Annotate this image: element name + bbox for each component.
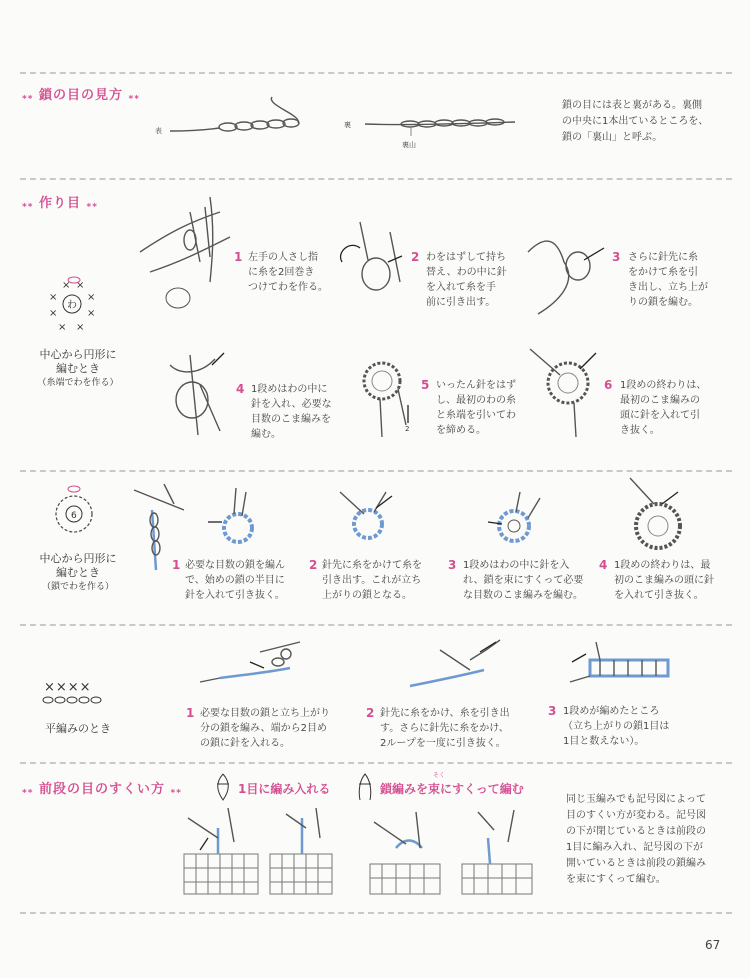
step-a6-number: 6 xyxy=(604,378,613,392)
label-front: 表 xyxy=(155,127,162,135)
left-label-flat: 平編みのとき xyxy=(45,722,111,735)
step-c3-text: 1段めが編めたところ （立ち上がりの鎖1目は 1目と数えない）。 xyxy=(563,706,670,747)
step-a4-number: 4 xyxy=(236,382,245,396)
step-c1-text: 必要な目数の鎖と立ち上がり 分の鎖を編み、端から2目め の鎖に針を入れる。 xyxy=(200,708,330,749)
divider-4 xyxy=(20,762,732,764)
step-a4-text: 1段めはわの中に 針を入れ、必要な 目数のこま編みを 編む。 xyxy=(251,384,332,440)
svg-text:×: × xyxy=(62,280,71,291)
svg-text:×: × xyxy=(87,308,96,319)
step-a1-number: 1 xyxy=(234,250,243,264)
svg-text:×: × xyxy=(87,292,96,303)
stitch-bundle-illustration-1 xyxy=(366,808,446,898)
chain-ring-illustration-b2 xyxy=(330,482,410,552)
loop-hook-illustration-a2 xyxy=(340,222,410,302)
step-a6-text: 1段めの終わりは、 最初のこま編みの 頭に針を入れて引 き抜く。 xyxy=(620,380,707,436)
step-b3-text: 1段めはわの中に針を入 れ、鎖を束にすくって必要 な目数のこま編みを編む。 xyxy=(463,560,584,601)
step-a2-text: わをはずして持ち 替え、わの中に針 を入れて糸を手 前に引き出す。 xyxy=(426,252,507,308)
open-stitch-symbol-icon xyxy=(356,772,374,802)
label-back: 裏 xyxy=(344,121,351,129)
chain-ring-illustration-b4 xyxy=(620,474,700,564)
stitch-one-illustration-1 xyxy=(178,808,263,898)
chain-front-illustration xyxy=(170,95,320,145)
step-a3-text: さらに針先に糸 をかけて糸を引 き出し、立ち上が りの鎖を編む。 xyxy=(628,252,708,308)
symbol-flat-row: ×××× xyxy=(44,680,92,695)
divider-1 xyxy=(20,178,732,180)
svg-text:×: × xyxy=(58,322,67,333)
page-number: 67 xyxy=(705,938,721,952)
chain-view-note: 鎖の目には表と裏がある。裏側 の中央に1本出ているところを、 鎖の「裏山」と呼ぶ。 xyxy=(562,100,709,143)
svg-text:2: 2 xyxy=(405,425,410,433)
pick-up-note: 同じ玉編みでも記号図によって 目のすくい方が変わる。記号図 の下が閉じているときは前段の 1目に編み入れ、記号図の下が 開いているときは前段の鎖編み を束にすくって編む。 xyxy=(566,794,706,885)
step-c2-number: 2 xyxy=(366,706,375,720)
step-a5-text: いったん針をはず し、最初のわの糸 と糸端を引いてわ を締める。 xyxy=(436,380,516,436)
ring-tighten-illustration-a5 xyxy=(350,345,420,435)
step-c2-text: 針先に糸をかけ、糸を引き出 す。さらに針先に糸をかけ、 2ループを一度に引き抜く。 xyxy=(380,708,510,749)
svg-text:×: × xyxy=(76,280,85,291)
step-b2-text: 針先に糸をかけて糸を 引き出す。これが立ち 上がりの鎖となる。 xyxy=(322,560,422,601)
left-sub-chain-ring: （鎖でわを作る） xyxy=(41,582,114,592)
step-b4-number: 4 xyxy=(599,558,608,572)
section-title-pick-up: ⁎⁎ 前段の目のすくい方 ⁎⁎ xyxy=(22,782,182,797)
step-a2-number: 2 xyxy=(411,250,420,264)
symbol-ring-magic-loop xyxy=(46,278,106,338)
chain-back-illustration xyxy=(365,108,515,148)
furigana-soku: そく xyxy=(433,772,446,779)
step-b4-text: 1段めの終わりは、最 初のこま編みの頭に針 を入れて引き抜く。 xyxy=(614,560,714,601)
svg-text:×: × xyxy=(49,308,58,319)
label-ura-yama: 裏山 xyxy=(402,141,416,149)
divider-2 xyxy=(20,470,732,472)
stitch-one-illustration-2 xyxy=(266,808,336,898)
label-one-stitch: 1目に編み入れる xyxy=(238,782,331,796)
svg-text:×: × xyxy=(76,322,85,333)
section-title-foundation: ⁎⁎ 作り目 ⁎⁎ xyxy=(22,196,98,211)
step-a3-number: 3 xyxy=(612,250,621,264)
divider-bottom xyxy=(20,912,732,914)
symbol-flat-chain xyxy=(42,696,107,706)
step-b2-number: 2 xyxy=(309,558,318,572)
symbol-ring-chain xyxy=(46,484,106,544)
hand-wrap-illustration xyxy=(130,192,243,322)
label-bundle: 鎖編みを束にすくって編む xyxy=(380,782,524,796)
left-label-chain-ring: 中心から円形に 編むとき xyxy=(39,552,117,579)
step-b1-number: 1 xyxy=(172,558,181,572)
step-a1-text: 左手の人さし指 に糸を2回巻き つけてわを作る。 xyxy=(248,252,328,293)
ring-close-illustration-a6 xyxy=(530,345,605,435)
chain-ring-illustration-b1b xyxy=(198,488,288,558)
step-c3-number: 3 xyxy=(548,704,557,718)
loop-stitch-illustration-a4 xyxy=(160,345,230,435)
left-label-magic-loop: 中心から円形に 編むとき xyxy=(39,348,117,375)
chain-ring-illustration-b3 xyxy=(480,488,560,558)
flat-chain-illustration-c1 xyxy=(200,632,310,692)
section-title-chain-view: ⁎⁎ 鎖の目の見方 ⁎⁎ xyxy=(22,88,140,103)
svg-text:わ: わ xyxy=(67,300,77,311)
step-b3-number: 3 xyxy=(448,558,457,572)
divider-3 xyxy=(20,624,732,626)
svg-text:×: × xyxy=(49,292,58,303)
hand-hook-illustration-a3 xyxy=(518,222,608,322)
step-a5-number: 5 xyxy=(421,378,430,392)
svg-text:6: 6 xyxy=(71,511,77,521)
stitch-bundle-illustration-2 xyxy=(458,808,538,898)
left-sub-magic-loop: （糸端でわを作る） xyxy=(37,378,119,388)
divider-top xyxy=(20,72,732,74)
closed-stitch-symbol-icon xyxy=(214,772,232,802)
flat-chain-illustration-c2 xyxy=(400,630,510,700)
flat-row-illustration-c3 xyxy=(570,632,680,692)
step-b1-text: 必要な目数の鎖を編ん で、始めの鎖の半目に 針を入れて引き抜く。 xyxy=(185,560,285,601)
step-c1-number: 1 xyxy=(186,706,195,720)
